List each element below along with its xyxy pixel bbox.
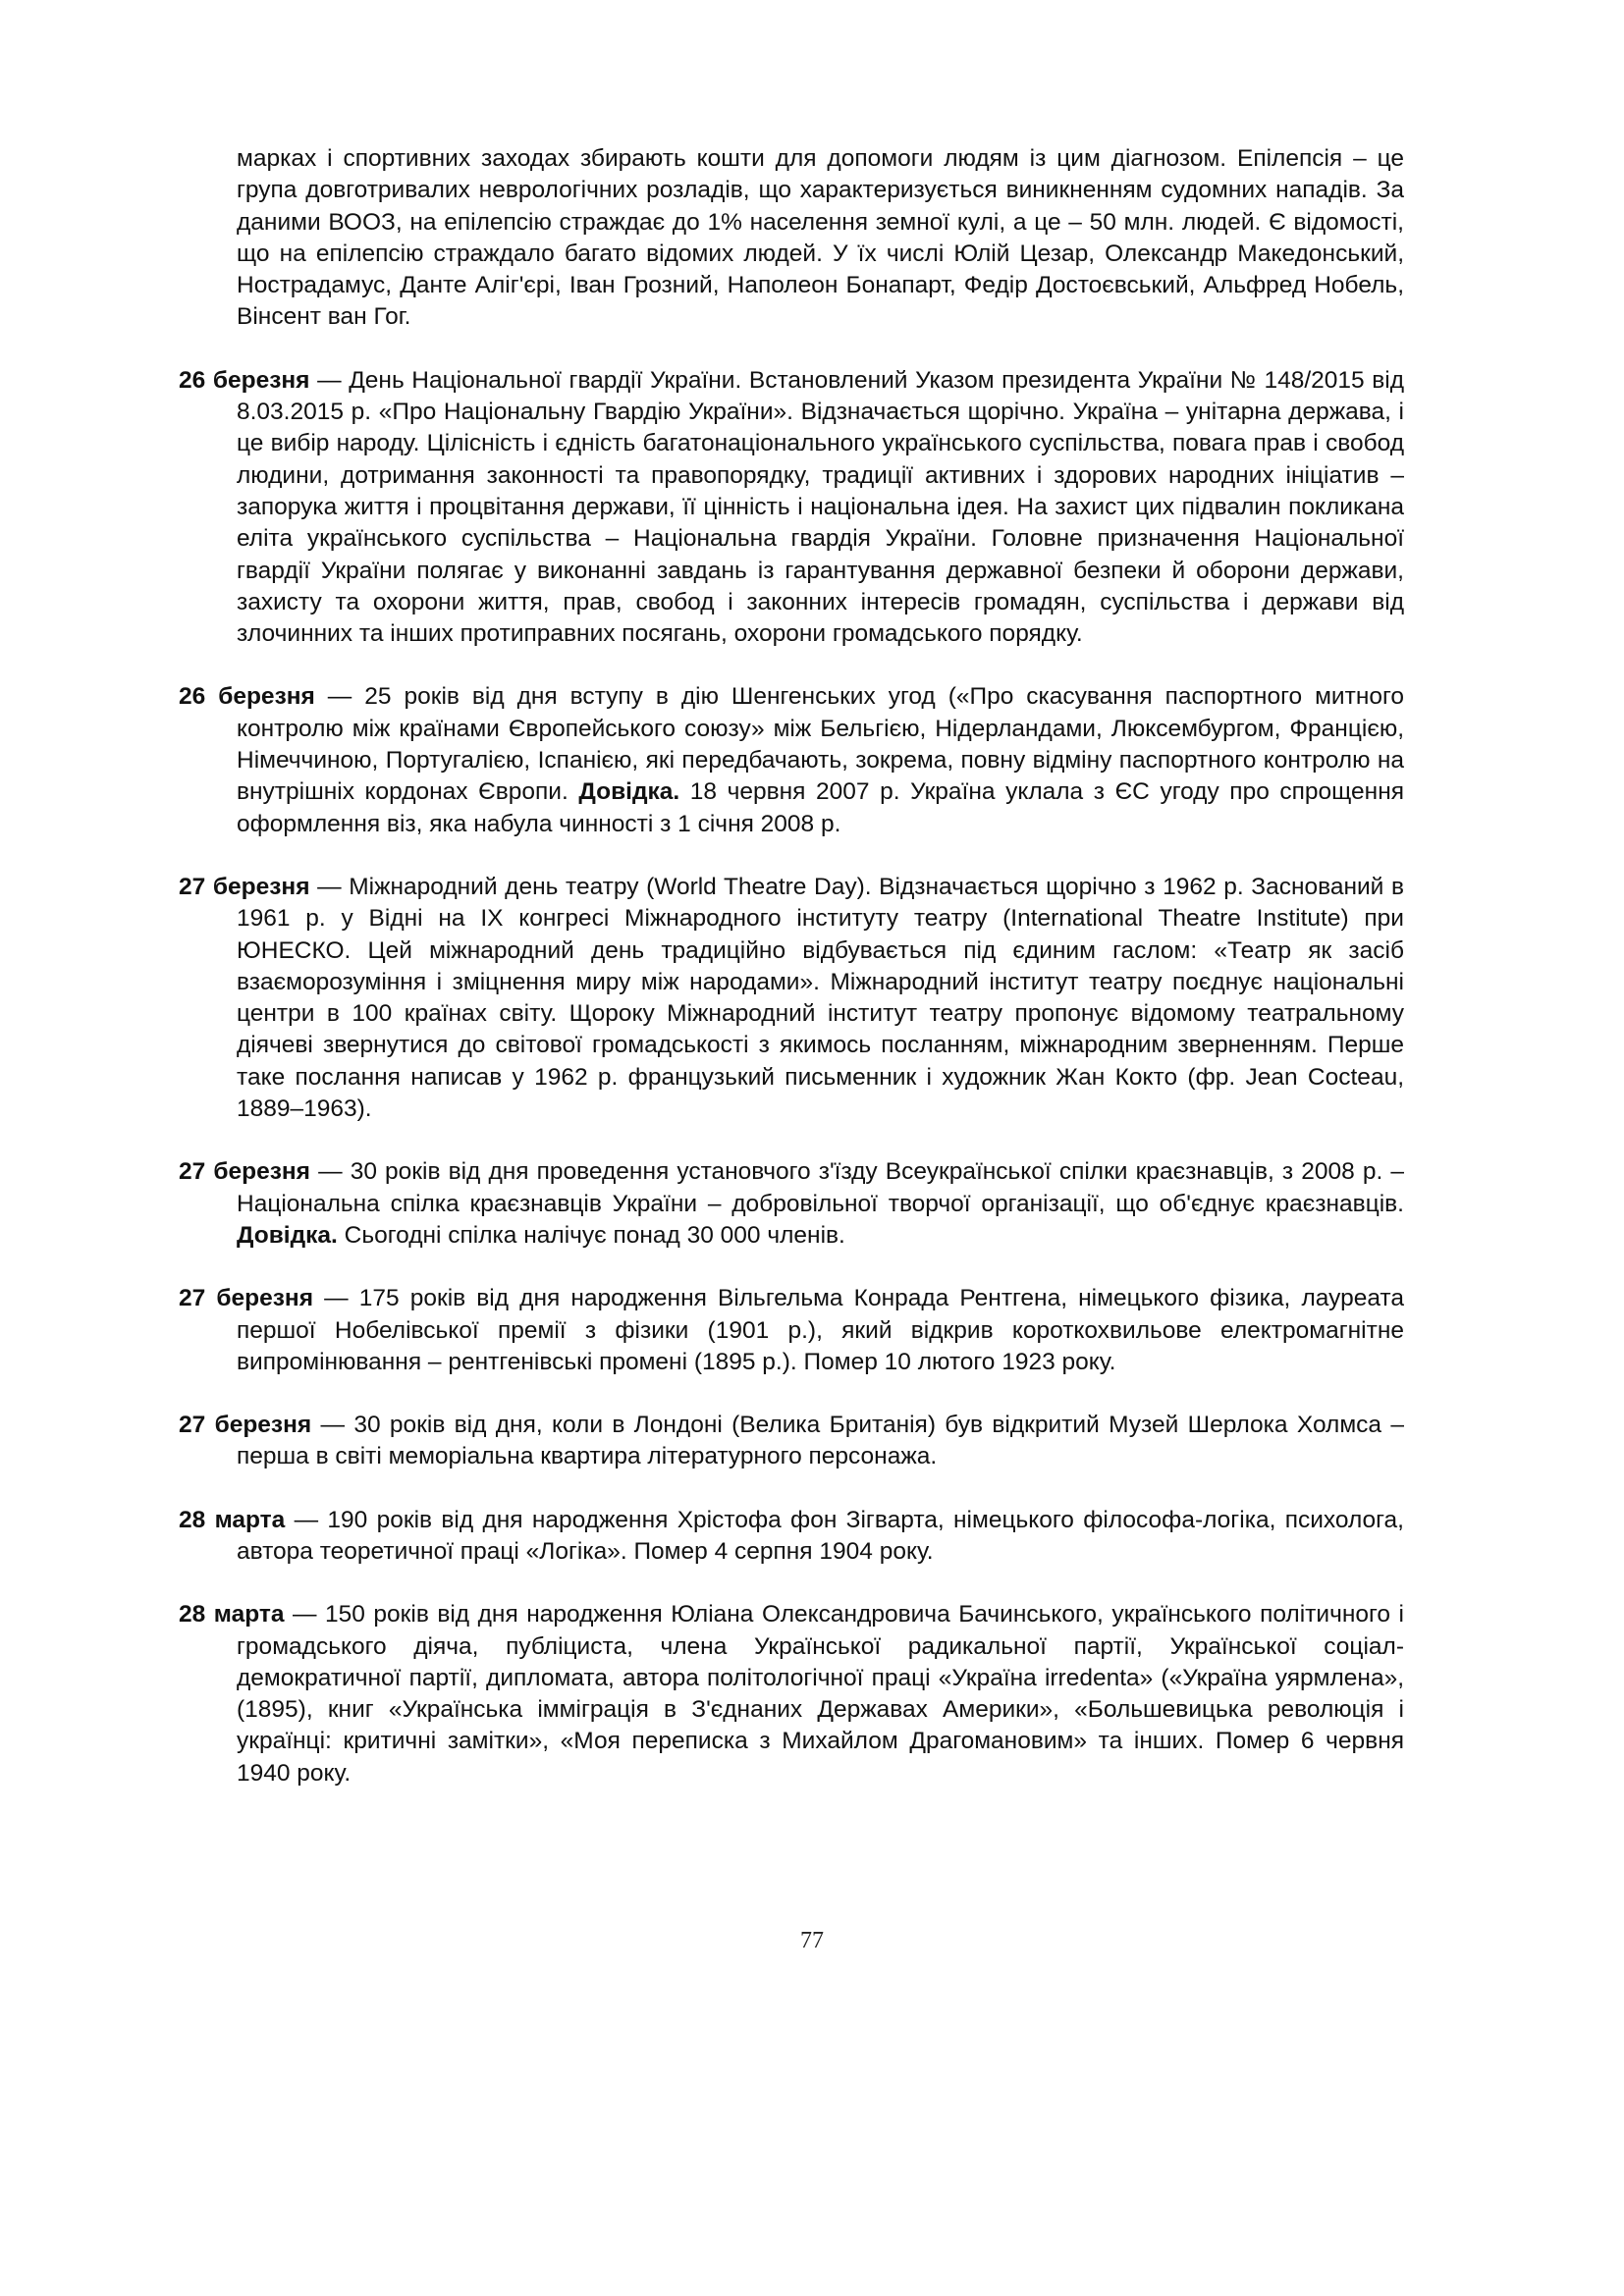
calendar-entry xyxy=(179,1505,1404,1569)
calendar-entry xyxy=(179,1599,1404,1789)
intro-paragraph xyxy=(179,143,1404,334)
entry-text: — Міжнародний день театру (World Theatre Day). Відзначається щорічно з 1962 р. Заснований в 1961 р. у Відні на IX конгресі Міжнародного інституту театру (International Theatre Institute) при ЮНЕСКО. Цей міжнародний день традиційно відбувається під єдиним гаслом: «Театр як засіб взаєморозуміння і зміцнення миру між народами». Міжнародний інститут театру поєднує національні центри в 100 країнах світу. Щороку Міжнародний інститут театру пропонує відомому театральному діячеві звернутися до світової громадськості з якимось посланням, міжнародним зверненням. Перше таке послання написав у 1962 р. французький письменник і художник Жан Кокто (фр. Jean Cocteau, 1889–1963). xyxy=(237,873,1404,1123)
entry-text: — 190 років від дня народження Хрістофа фон Зігварта, німецького філософа-логіка, психолога, автора теоретичної праці «Логіка». Помер 4 серпня 1904 року. xyxy=(237,1506,1404,1565)
entry-date: 27 березня xyxy=(179,1412,312,1439)
entry-date: 28 марта xyxy=(179,1506,286,1533)
calendar-entry xyxy=(179,681,1404,839)
entry-note-label: Довідка. xyxy=(578,778,680,806)
page-number: 77 xyxy=(800,1928,824,1953)
entry-note-text: 18 червня 2007 р. Україна уклала з ЄС угоду про спрощення оформлення віз, яка набула чинності з 1 січня 2008 р. xyxy=(237,778,1405,837)
entry-date: 28 марта xyxy=(179,1601,285,1629)
calendar-entry xyxy=(179,1410,1404,1473)
entry-date: 27 березня xyxy=(179,1158,310,1186)
calendar-entry xyxy=(179,1283,1404,1378)
entry-text: — 30 років від дня, коли в Лондоні (Велика Британія) був відкритий Музей Шерлока Холмса – перша в світі меморіальна квартира літературного персонажа. xyxy=(237,1412,1404,1470)
entry-date: 27 березня xyxy=(179,873,310,900)
intro-text: марках і спортивних заходах збирають кошти для допомоги людям із цим діагнозом. Епілепсія – це група довготривалих неврологічних розладів, що характеризується виникненням судомних нападів. За даними ВООЗ, на епілепсію страждає до 1% населення земної кулі, а це – 50 млн. людей. Є відомості, що на епілепсію страждало багато відомих людей. У їх числі Юлій Цезар, Олександр Македонський, Нострадамус, Данте Аліг'єрі, Іван Грозний, Наполеон Бонапарт, Федір Достоєвський, Альфред Нобель, Вінсент ван Гог. xyxy=(237,145,1404,331)
entry-text: — 175 років від дня народження Вільгельма Конрада Рентгена, німецького фізика, лауреата першої Нобелівської премії з фізики (1901 р.), який відкрив короткохвильове електромагнітне випромінювання – рентгенівські промені (1895 р.). Помер 10 лютого 1923 року. xyxy=(237,1285,1404,1375)
entry-date: 27 березня xyxy=(179,1285,313,1312)
entry-note-text: Сьогодні спілка налічує понад 30 000 членів. xyxy=(337,1221,845,1249)
entry-date: 26 березня xyxy=(179,683,315,711)
calendar-entry xyxy=(179,872,1404,1125)
document-body xyxy=(179,143,1404,1821)
calendar-entry xyxy=(179,1156,1404,1252)
entry-text: — День Національної гвардії України. Встановлений Указом президента України № 148/2015 від 8.03.2015 р. «Про Національну Гвардію України». Відзначається щорічно. Україна – унітарна держава, і це вибір народу. Цілісність і єдність багатонаціонального українського суспільства, повага прав і свобод людини, дотримання законності та правопорядку, традиції активних і здорових народних ініціатив – запорука життя і процвітання держави, її цінність і національна ідея. На захист цих підвалин покликана еліта українського суспільства – Національна гвардія України. Головне призначення Національної гвардії України полягає у виконанні завдань із гарантування державної безпеки й оборони держави, захисту та охорони життя, прав, свобод і законних інтересів громадян, суспільства і держави від злочинних та інших протиправних посягань, охорони громадського порядку. xyxy=(237,366,1404,648)
entry-text: — 30 років від дня проведення установчого з'їзду Всеукраїнської спілки краєзнавців, з 2008 р. – Національна спілка краєзнавців України – добровільної творчої організації, що об'єднує краєзнавців. xyxy=(237,1158,1404,1217)
calendar-entry xyxy=(179,365,1404,651)
entry-note-label: Довідка. xyxy=(237,1221,338,1249)
entry-text: — 150 років від дня народження Юліана Олександровича Бачинського, українського політичного і громадського діяча, публіциста, члена Української радикальної партії, Української соціал-демократичної партії, дипломата, автора політологічної праці «Україна irredenta» («Україна уярмлена», (1895), книг «Українська імміграція в З'єднаних Державах Америки», «Большевицька революція і українці: критичні замітки», «Моя переписка з Михайлом Драгомановим» та інших. Помер 6 червня 1940 року. xyxy=(237,1601,1404,1787)
entry-date: 26 березня xyxy=(179,366,310,394)
entry-text: — 25 років від дня вступу в дію Шенгенських угод («Про скасування паспортного митного контролю між країнами Європейського союзу» між Бельгією, Нідерландами, Люксембургом, Францією, Німеччиною, Португалією, Іспанією, які передбачають, зокрема, повну відміну паспортного контролю на внутрішніх кордонах Європи. xyxy=(237,683,1404,806)
